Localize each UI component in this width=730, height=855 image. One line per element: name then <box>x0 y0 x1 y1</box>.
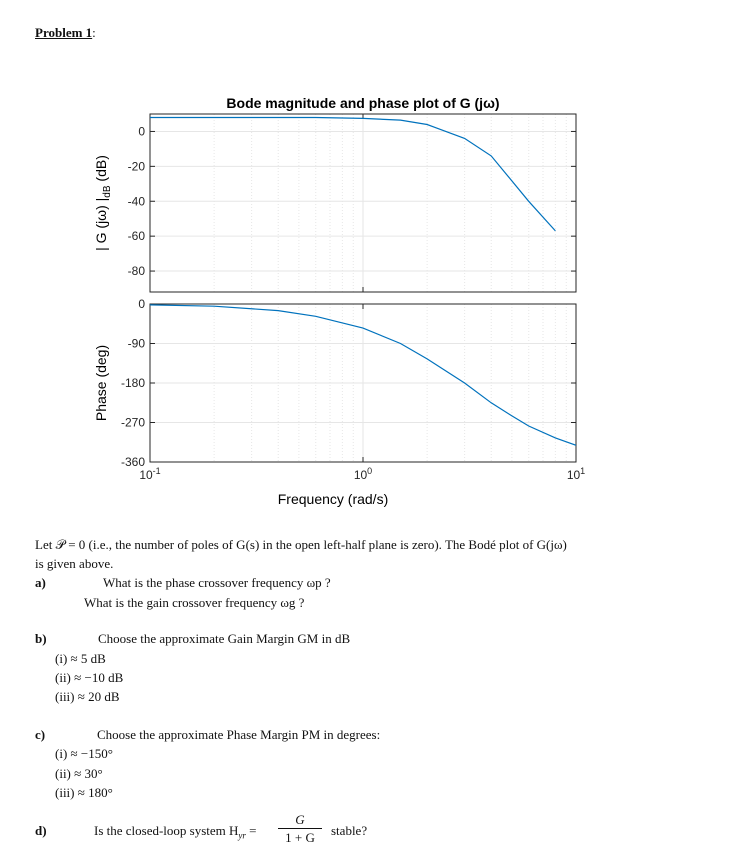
part-a-question-2: What is the gain crossover frequency ωg ? <box>84 595 305 610</box>
phase-y-tick-label: -90 <box>127 336 145 351</box>
fraction-bar <box>278 828 322 829</box>
part-c-option-1: (i) ≈ −150° <box>55 746 113 761</box>
part-c-label: c) <box>35 727 46 742</box>
magnitude-y-tick-label: -40 <box>127 194 145 209</box>
fraction-numerator: G <box>295 812 305 827</box>
part-b-question: Choose the approximate Gain Margin GM in dB <box>98 631 351 646</box>
phase-y-tick-label: -270 <box>120 415 145 430</box>
phase-y-label: Phase (deg) <box>93 344 109 422</box>
part-b-option-2: (ii) ≈ −10 dB <box>55 670 124 685</box>
part-a-question-1: What is the phase crossover frequency ωp ? <box>103 575 331 590</box>
part-b-option-1: (i) ≈ 5 dB <box>55 651 106 666</box>
magnitude-y-label: | G (jω) $|_{dB}$ (dB) <box>93 155 113 251</box>
x-axis-label: Frequency (rad/s) <box>277 491 389 507</box>
part-d-question-prefix: Is the closed-loop system H <box>94 823 239 838</box>
magnitude-y-tick-label: 0 <box>138 124 145 139</box>
x-tick-label: $10^0$ <box>353 466 373 482</box>
x-tick-label: $10^1$ <box>566 466 586 482</box>
chart-title: Bode magnitude and phase plot of G (jω) <box>226 95 500 111</box>
phase-y-tick-label: -180 <box>120 376 145 390</box>
part-d-question-sub: yr <box>238 830 246 841</box>
phase-y-tick-label: 0 <box>138 297 145 311</box>
part-d-question-eq: = <box>245 823 257 838</box>
magnitude-y-tick-label: -60 <box>127 229 145 244</box>
problem-colon: : <box>92 25 96 40</box>
problem-label: Problem 1 <box>35 25 93 40</box>
intro-line-2: is given above. <box>35 556 114 571</box>
part-b-option-3: (iii) ≈ 20 dB <box>55 689 120 704</box>
fraction-denominator: 1 + G <box>285 830 315 845</box>
transfer-fraction <box>278 812 322 845</box>
part-d-label: d) <box>35 823 47 838</box>
x-tick-label: $10^{-1}$ <box>139 466 161 482</box>
part-d-question <box>94 823 257 844</box>
intro-line-1: Let 𝒫 = 0 (i.e., the number of poles of G(s) in the open left-half plane is zero). The Bodé plot of G(jω) <box>35 537 567 552</box>
magnitude-y-tick-label: -80 <box>127 264 145 279</box>
part-c-question: Choose the approximate Phase Margin PM in degrees: <box>97 727 381 742</box>
part-c-option-3: (iii) ≈ 180° <box>55 785 113 800</box>
part-c-option-2: (ii) ≈ 30° <box>55 766 103 781</box>
part-d-suffix: stable? <box>331 823 368 838</box>
magnitude-y-tick-label: -20 <box>127 159 145 174</box>
part-a-label: a) <box>35 575 46 590</box>
part-b-label: b) <box>35 631 47 646</box>
phase-y-tick-label: -360 <box>120 455 145 469</box>
